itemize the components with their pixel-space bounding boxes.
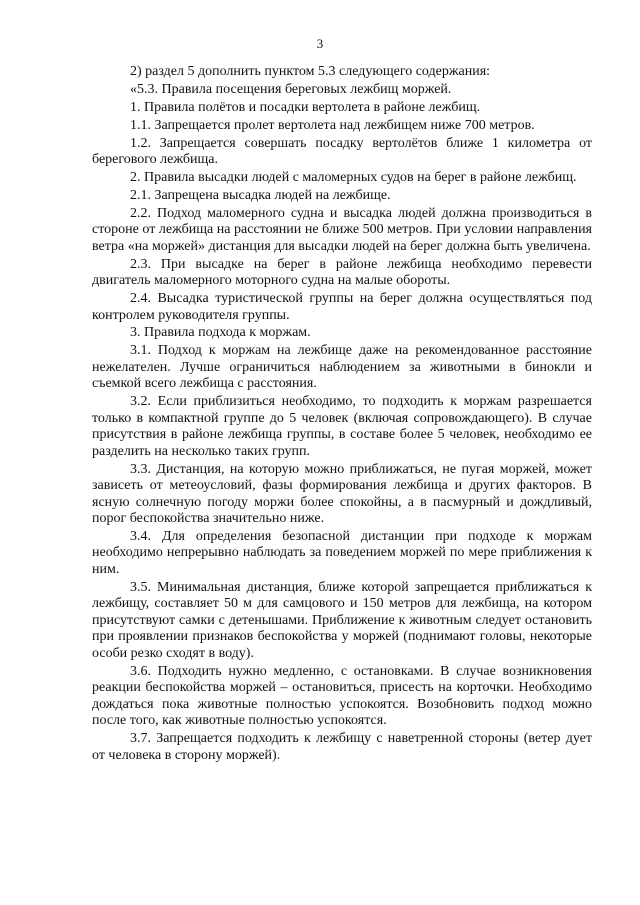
paragraph-3-2: 3.2. Если приблизиться необходимо, то подходить к моржам разрешается только в компактной группе до 5 человек (включая сопровождающего). В случае присутствия в районе лежбища группы, в составе более 5 человек, необходимо ее разделить на несколько таких групп. xyxy=(92,394,592,459)
paragraph-heading-3: 3. Правила подхода к моржам. xyxy=(130,325,311,341)
paragraph-3-4: 3.4. Для определения безопасной дистанции при подходе к моржам необходимо непрерывно наблюдать за поведением моржей по мере приближения к ним. xyxy=(92,528,592,577)
paragraph-2-4: 2.4. Высадка туристической группы на берег должна осуществляться под контролем руководителя группы. xyxy=(92,291,592,323)
paragraph-2-1: 2.1. Запрещена высадка людей на лежбище. xyxy=(130,187,391,203)
paragraph-3-5: 3.5. Минимальная дистанция, ближе которой запрещается приближаться к лежбищу, составляет 50 м для самцового и 150 метров для лежбища, на котором присутствуют самки с детенышами. Приближение к животным следует остановить при проявлении признаков беспокойства у моржей (поднимают головы, некоторые особи резко сходят в воду). xyxy=(92,579,592,661)
paragraph-heading-2: 2. Правила высадки людей с маломерных судов на берег в районе лежбищ. xyxy=(130,169,577,185)
paragraph-3-1: 3.1. Подход к моржам на лежбище даже на рекомендованное расстояние нежелателен. Лучше ограничиться наблюдением за животными в бинокли и съемкой всего лежбища с расстояния. xyxy=(92,343,592,392)
paragraph-heading-1: 1. Правила полётов и посадки вертолета в районе лежбищ. xyxy=(130,99,481,115)
paragraph-1-1: 1.1. Запрещается пролет вертолета над лежбищем ниже 700 метров. xyxy=(130,117,535,133)
paragraph-2-3: 2.3. При высадке на берег в районе лежбища необходимо перевести двигатель маломерного моторного судна на малые обороты. xyxy=(92,256,592,289)
paragraph-amendment: 2) раздел 5 дополнить пунктом 5.3 следующего содержания: xyxy=(130,64,491,79)
paragraph-3-3: 3.3. Дистанция, на которую можно приближаться, не пугая моржей, может зависеть от метеоусловий, фазы формирования лежбища и других факторов. В ясную солнечную погоду моржи более спокойны, а в пасмурный и дождливый, порог беспокойства значительно ниже. xyxy=(92,461,592,527)
paragraph-3-7: 3.7. Запрещается подходить к лежбищу с наветренной стороны (ветер дует от человека в сторону моржей). xyxy=(92,731,592,763)
page-number: 3 xyxy=(316,36,324,51)
paragraph-section-title: «5.3. Правила посещения береговых лежбищ моржей. xyxy=(130,81,452,97)
paragraph-3-6: 3.6. Подходить нужно медленно, с остановками. В случае возникновения реакции беспокойства моржей – остановиться, присесть на корточки. Необходимо дождаться пока животные полностью успокоятся. Возобновить подход можно после того, как животные полностью успокоятся. xyxy=(92,663,592,729)
paragraph-2-2: 2.2. Подход маломерного судна и высадка людей должна производиться в стороне от лежбища на расстоянии не ближе 500 метров. При условии направления ветра «на моржей» дистанция для высадки людей на берег должна быть увеличена. xyxy=(92,205,592,254)
document-body xyxy=(92,64,592,764)
paragraph-1-2: 1.2. Запрещается совершать посадку вертолётов ближе 1 километра от берегового лежбища. xyxy=(92,135,592,168)
